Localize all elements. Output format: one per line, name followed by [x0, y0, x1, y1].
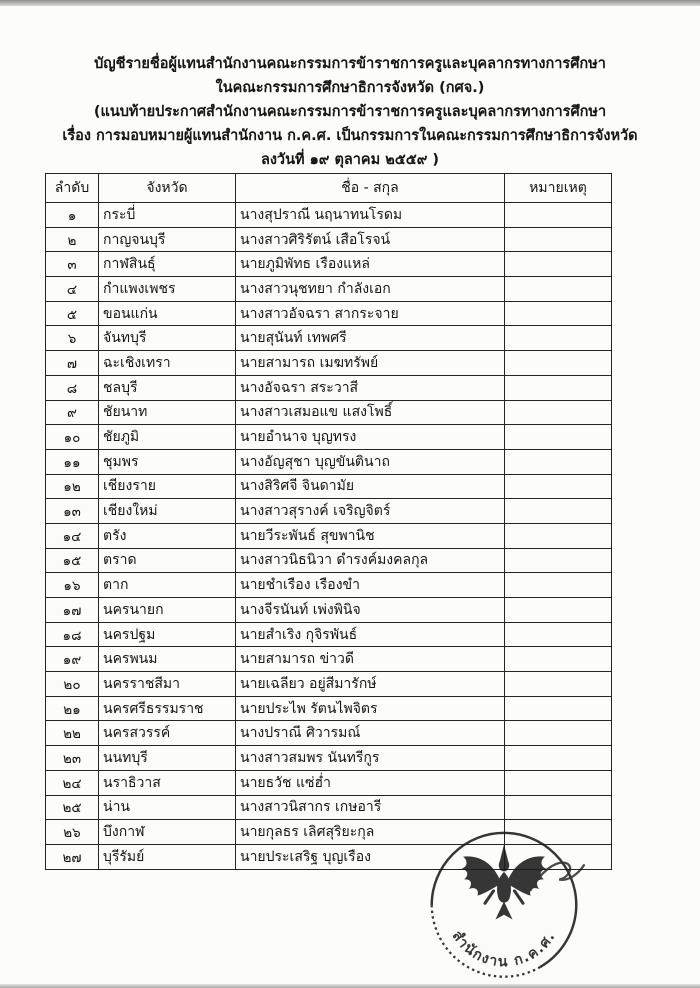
note-cell: [505, 252, 612, 277]
name-cell: นางสาวนุชทยา กำลังเอก: [236, 277, 505, 302]
table-row: [46, 523, 612, 548]
name-cell: นางสาวเสมอแข แสงโพธิ์: [236, 400, 505, 425]
provinces-representatives-table: [45, 173, 612, 870]
name-cell: นายสำเริง กุจิรพันธ์: [236, 622, 505, 647]
province-cell: ชุมพร: [99, 449, 236, 474]
table-row: [46, 770, 612, 795]
scan-edge-bottom: [0, 984, 700, 988]
province-cell: ตาก: [99, 573, 236, 598]
header-date-line: ลงวันที่ ๑๙ ตุลาคม ๒๕๕๙ ): [260, 152, 440, 168]
name-cell: นายสามารถ ข่าวดี: [236, 647, 505, 672]
table-header-row: [46, 174, 612, 203]
province-cell: กำแพงเพชร: [99, 277, 236, 302]
table-row: [46, 301, 612, 326]
name-cell: นางจีรนันท์ เพ่งพินิจ: [236, 598, 505, 623]
name-cell: นายเฉลียว อยู่สีมารักษ์: [236, 672, 505, 697]
province-cell: นครนายก: [99, 598, 236, 623]
row-number-cell: ๒๔: [46, 770, 99, 795]
office-stamp: [422, 831, 586, 987]
row-number-cell: ๒๖: [46, 820, 99, 845]
province-cell: นครปฐม: [99, 622, 236, 647]
table-row: [46, 375, 612, 400]
table-row: [46, 326, 612, 351]
province-cell: นครศรีธรรมราช: [99, 696, 236, 721]
province-cell: ฉะเชิงเทรา: [99, 351, 236, 376]
row-number-cell: ๔: [46, 277, 99, 302]
note-cell: [505, 351, 612, 376]
header-subtitle-line1: (แนบท้ายประกาศสำนักงานคณะกรรมการข้าราชการครูและบุคลากรทางการศึกษา: [93, 104, 607, 120]
province-cell: นครสวรรค์: [99, 721, 236, 746]
name-cell: นายสามารถ เมฆทรัพย์: [236, 351, 505, 376]
table-row: [46, 696, 612, 721]
name-cell: นางปราณี ศิวารมณ์: [236, 721, 505, 746]
province-cell: ตรัง: [99, 523, 236, 548]
note-cell: [505, 449, 612, 474]
name-cell: นางอัจฉรา สระวาสี: [236, 375, 505, 400]
name-cell: นายภูมิพัทธ เรืองแหล่: [236, 252, 505, 277]
name-cell: นางสาวสุรางค์ เจริญจิตร์: [236, 499, 505, 524]
name-cell: นายกุลธร เลิศสุริยะกุล: [236, 820, 505, 845]
province-cell: ชัยภูมิ: [99, 425, 236, 450]
row-number-cell: ๑๗: [46, 598, 99, 623]
note-cell: [505, 326, 612, 351]
column-header-number: ลำดับ: [46, 174, 99, 203]
note-cell: [505, 548, 612, 573]
province-cell: บุรีรัมย์: [99, 844, 236, 869]
note-cell: [505, 622, 612, 647]
table-row: [46, 474, 612, 499]
row-number-cell: ๕: [46, 301, 99, 326]
row-number-cell: ๑๐: [46, 425, 99, 450]
stamp-caption: สำนักงาน ก.ค.ศ.: [448, 928, 560, 971]
table-row: [46, 573, 612, 598]
table-row: [46, 400, 612, 425]
row-number-cell: ๒๓: [46, 746, 99, 771]
row-number-cell: ๒๒: [46, 721, 99, 746]
province-cell: กาญจนบุรี: [99, 227, 236, 252]
name-cell: นางสาวอัจฉรา สากระจาย: [236, 301, 505, 326]
row-number-cell: ๖: [46, 326, 99, 351]
name-cell: นายสุนันท์ เทพศรี: [236, 326, 505, 351]
row-number-cell: ๒: [46, 227, 99, 252]
document-header: [30, 52, 670, 172]
note-cell: [505, 672, 612, 697]
table-row: [46, 598, 612, 623]
row-number-cell: ๒๕: [46, 795, 99, 820]
note-cell: [505, 696, 612, 721]
note-cell: [505, 425, 612, 450]
row-number-cell: ๙: [46, 400, 99, 425]
table-row: [46, 277, 612, 302]
header-subtitle-line2: เรื่อง การมอบหมายผู้แทนสำนักงาน ก.ค.ศ. เป็นกรรมการในคณะกรรมการศึกษาธิการจังหวัด: [62, 128, 638, 144]
table-row: [46, 622, 612, 647]
table-row: [46, 351, 612, 376]
note-cell: [505, 301, 612, 326]
row-number-cell: ๑๖: [46, 573, 99, 598]
note-cell: [505, 598, 612, 623]
note-cell: [505, 400, 612, 425]
province-cell: นครพนม: [99, 647, 236, 672]
table-row: [46, 425, 612, 450]
name-cell: นางสาวนิสากร เกษอารี: [236, 795, 505, 820]
name-cell: นางสาวศิริรัตน์ เสือโรจน์: [236, 227, 505, 252]
table-row: [46, 548, 612, 573]
province-cell: ตราด: [99, 548, 236, 573]
table-row: [46, 499, 612, 524]
garuda-icon: [461, 844, 547, 919]
table-body: [46, 203, 612, 870]
province-cell: ชัยนาท: [99, 400, 236, 425]
note-cell: [505, 746, 612, 771]
note-cell: [505, 227, 612, 252]
name-cell: นายธวัช แซ่ฮ่ำ: [236, 770, 505, 795]
table-row: [46, 227, 612, 252]
row-number-cell: ๒๗: [46, 844, 99, 869]
name-cell: นางสุปราณี นฤนาทนโรดม: [236, 203, 505, 228]
name-cell: นางอัญสุชา บุญขันตินาถ: [236, 449, 505, 474]
note-cell: [505, 277, 612, 302]
row-number-cell: ๓: [46, 252, 99, 277]
table-row: [46, 203, 612, 228]
row-number-cell: ๒๐: [46, 672, 99, 697]
name-cell: นางสิริศจี จินดามัย: [236, 474, 505, 499]
note-cell: [505, 523, 612, 548]
row-number-cell: ๘: [46, 375, 99, 400]
row-number-cell: ๗: [46, 351, 99, 376]
name-cell: นายวีระพันธ์ สุขพานิช: [236, 523, 505, 548]
table-row: [46, 795, 612, 820]
note-cell: [505, 499, 612, 524]
header-title-line1: บัญชีรายชื่อผู้แทนสำนักงานคณะกรรมการข้าราชการครูและบุคลากรทางการศึกษา: [94, 56, 606, 72]
header-title-line2: ในคณะกรรมการศึกษาธิการจังหวัด (กศจ.): [215, 80, 485, 96]
note-cell: [505, 770, 612, 795]
province-cell: น่าน: [99, 795, 236, 820]
row-number-cell: ๑๓: [46, 499, 99, 524]
name-cell: นายชำเรือง เรืองขำ: [236, 573, 505, 598]
note-cell: [505, 795, 612, 820]
row-number-cell: ๑๘: [46, 622, 99, 647]
note-cell: [505, 647, 612, 672]
row-number-cell: ๑๙: [46, 647, 99, 672]
name-cell: นายประไพ รัตนไพจิตร: [236, 696, 505, 721]
row-number-cell: ๑: [46, 203, 99, 228]
column-header-province: จังหวัด: [99, 174, 236, 203]
name-cell: นางสาวสมพร นันทรีกูร: [236, 746, 505, 771]
row-number-cell: ๑๑: [46, 449, 99, 474]
province-cell: เชียงใหม่: [99, 499, 236, 524]
table-row: [46, 721, 612, 746]
note-cell: [505, 573, 612, 598]
province-cell: จันทบุรี: [99, 326, 236, 351]
column-header-name: ชื่อ - สกุล: [236, 174, 505, 203]
province-cell: นนทบุรี: [99, 746, 236, 771]
table-row: [46, 746, 612, 771]
table-row: [46, 647, 612, 672]
province-cell: นครราชสีมา: [99, 672, 236, 697]
row-number-cell: ๒๑: [46, 696, 99, 721]
province-cell: ขอนแก่น: [99, 301, 236, 326]
province-cell: เชียงราย: [99, 474, 236, 499]
table-row: [46, 672, 612, 697]
scan-edge-top: [0, 0, 700, 6]
note-cell: [505, 721, 612, 746]
note-cell: [505, 203, 612, 228]
row-number-cell: ๑๔: [46, 523, 99, 548]
province-cell: ชลบุรี: [99, 375, 236, 400]
table-row: [46, 449, 612, 474]
note-cell: [505, 474, 612, 499]
province-cell: กระบี่: [99, 203, 236, 228]
row-number-cell: ๑๒: [46, 474, 99, 499]
province-cell: กาฬสินธุ์: [99, 252, 236, 277]
table-row: [46, 252, 612, 277]
name-cell: นายอำนาจ บุญทรง: [236, 425, 505, 450]
province-cell: บึงกาฬ: [99, 820, 236, 845]
name-cell: นางสาวนิธนิวา ดำรงค์มงคลกุล: [236, 548, 505, 573]
column-header-note: หมายเหตุ: [505, 174, 612, 203]
row-number-cell: ๑๕: [46, 548, 99, 573]
note-cell: [505, 375, 612, 400]
name-cell: นายประเสริฐ บุญเรือง: [236, 844, 505, 869]
province-cell: นราธิวาส: [99, 770, 236, 795]
